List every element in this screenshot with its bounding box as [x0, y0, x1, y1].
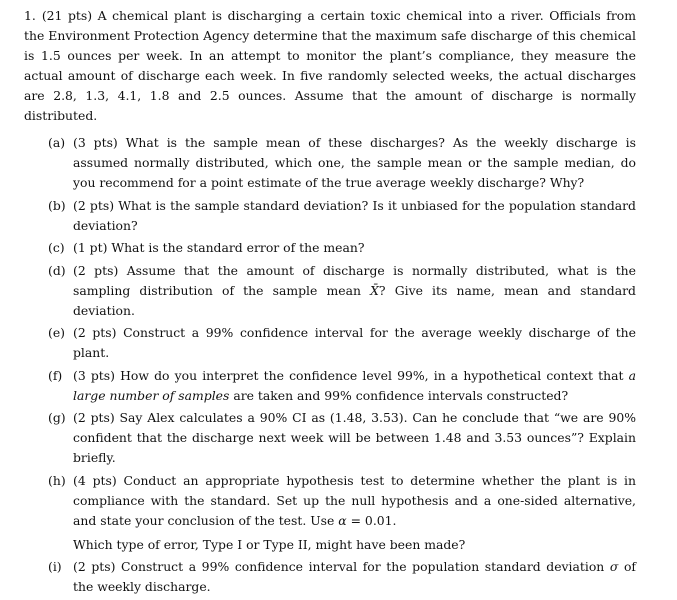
part-g: [24, 408, 636, 468]
part-text-before: (2 pts) Assume that the amount of discharge is normally distributed, what is the sampling distribution of the sample mean: [73, 262, 636, 298]
math-symbol-alpha: α: [338, 512, 347, 528]
part-text-after: of the weekly discharge.: [73, 559, 636, 594]
part-label: (e): [48, 325, 66, 340]
part-label: (h): [48, 472, 66, 488]
part-f: [24, 366, 636, 406]
part-text-before: (2 pts) Construct a 99% confidence interval for the population standard deviation: [73, 559, 610, 574]
parts-list: [24, 133, 636, 597]
emphasis-text: a large number of samples: [73, 367, 636, 403]
part-b: [24, 196, 636, 236]
part-label: (f): [48, 367, 63, 383]
problem-intro-text: (21 pts) A chemical plant is discharging a certain toxic chemical into a river. Officials from the Environment Protection Agency determine that the maximum safe discharge of this chemical is 1.5 ounces per week. In an attempt to monitor the plant’s compliance, they measure the actual amount of discharge each week. In five randomly selected weeks, the actual discharges are 2.8, 1.3, 4.1, 1.8 and 2.5 ounces. Assume that the amount of discharge is normally distributed.: [24, 8, 636, 123]
part-text-before: (3 pts) How do you interpret the confidence level 99%, in a hypothetical context that: [73, 367, 629, 383]
part-text: (2 pts) Construct a 99% confidence interval for the average weekly discharge of the plant.: [73, 325, 636, 360]
part-label: (b): [48, 197, 66, 213]
part-label: (g): [48, 410, 66, 425]
part-text: (2 pts) Say Alex calculates a 90% CI as (1.48, 3.53). Can he conclude that “we are 90% confident that the discharge next week will be between 1.48 and 3.53 ounces”? Explain briefly.: [73, 410, 636, 465]
math-symbol-sigma: σ: [609, 559, 619, 574]
part-label: (a): [48, 135, 66, 150]
part-i: [24, 557, 636, 597]
part-h: [24, 471, 636, 555]
part-a: [24, 133, 636, 193]
problem-intro: [24, 6, 636, 126]
part-text: (3 pts) What is the sample mean of these discharges? As the weekly discharge is assumed normally distributed, which one, the sample mean or the sample median, do you recommend for a point estimate of the true average weekly discharge? Why?: [73, 135, 636, 190]
part-text: (1 pt) What is the standard error of the mean?: [73, 240, 365, 255]
part-label: (c): [48, 240, 65, 255]
part-text: (2 pts) What is the sample standard deviation? Is it unbiased for the population standard deviation?: [73, 197, 636, 233]
part-text-after: = 0.01.: [346, 512, 397, 528]
part-e: [24, 323, 636, 363]
part-label: (d): [48, 262, 66, 278]
problem-1: [24, 6, 636, 600]
problem-number: 1.: [24, 8, 36, 23]
part-extra-question: Which type of error, Type I or Type II, might have been made?: [73, 536, 466, 552]
part-text-before: (4 pts) Conduct an appropriate hypothesis test to determine whether the plant is in compliance with the standard. Set up the null hypothesis and a one-sided alternative, and state your conclusion of the test. Use: [73, 472, 636, 528]
part-label: (i): [48, 559, 62, 574]
part-text-after: ? Give its name, mean and standard deviation.: [73, 282, 636, 318]
part-c: [24, 238, 636, 258]
math-symbol-xbar: X̄: [370, 282, 379, 298]
part-text-after: are taken and 99% confidence intervals constructed?: [229, 387, 569, 403]
part-d: [24, 261, 636, 321]
